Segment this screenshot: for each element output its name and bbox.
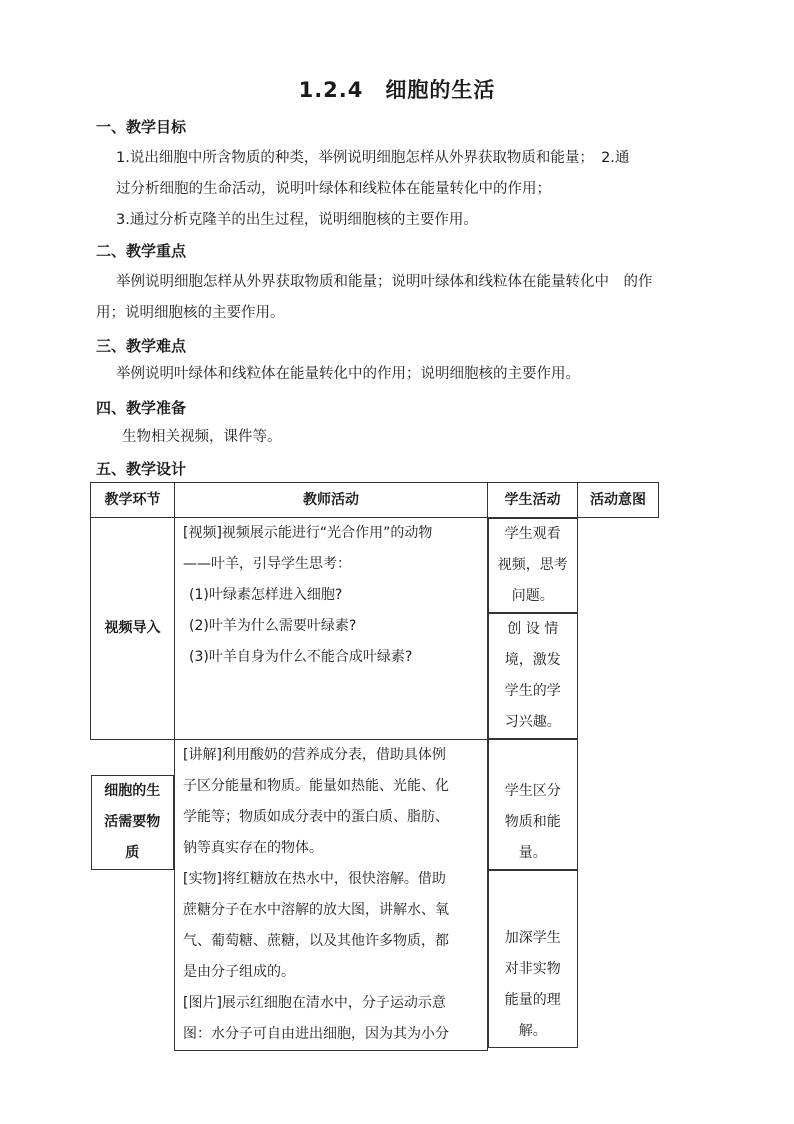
teacher-line: 子区分能量和物质。能量如热能、光能、化 (183, 777, 449, 794)
heading-preparation: 四、教学准备 (96, 399, 187, 417)
teacher-line: 钠等真实存在的物体。 (183, 839, 323, 856)
goals-line-3: 3.通过分析克隆羊的出生过程，说明细胞核的主要作用。 (116, 212, 478, 228)
student-activity-cell: 学生观看 视频，思考 问题。 (488, 518, 578, 613)
teacher-line: 图：水分子可自由进出细胞，因为其为小分 (183, 1025, 449, 1042)
phase-cell: 细胞的生 活需要物 质 (91, 775, 175, 870)
difficulties-line-1: 举例说明叶绿体和线粒体在能量转化中的作用；说明细胞核的主要作用。 (116, 366, 580, 382)
teacher-line: 学能等；物质如成分表中的蛋白质、脂肪、 (183, 808, 449, 825)
teacher-line: (2)叶羊为什么需要叶绿素? (189, 618, 357, 634)
table-row (91, 739, 659, 1050)
heading-design: 五、教学设计 (96, 460, 187, 478)
header-activity-intent: 活动意图 (578, 483, 659, 518)
header-phase: 教学环节 (91, 483, 175, 518)
teacher-line: [实物]将红糖放在热水中，很快溶解。借助 (183, 870, 446, 887)
table-header-row (91, 483, 659, 518)
teacher-line: [图片]展示红细胞在清水中，分子运动示意 (183, 994, 446, 1011)
header-student-activity: 学生活动 (488, 483, 578, 518)
teacher-line: 蔗糖分子在水中溶解的放大图，讲解水、氧 (183, 901, 449, 918)
phase-cell: 视频导入 (91, 518, 175, 740)
teacher-activity-cell (175, 518, 488, 740)
teacher-line: [讲解]利用酸奶的营养成分表，借助具体例 (183, 746, 446, 763)
table-row (91, 518, 659, 740)
activity-intent-cell: 创 设 情 境，激发 学生的学 习兴趣。 (488, 613, 578, 739)
preparation-line-1: 生物相关视频，课件等。 (122, 429, 282, 445)
teacher-line: 气、葡萄糖、蔗糖，以及其他许多物质，都 (183, 932, 449, 949)
heading-key-points: 二、教学重点 (96, 242, 187, 260)
key-points-line-2: 用；说明细胞核的主要作用。 (96, 305, 285, 321)
heading-difficulties: 三、教学难点 (96, 337, 187, 355)
header-teacher-activity: 教师活动 (175, 483, 488, 518)
goals-line-2: 过分析细胞的生命活动，说明叶绿体和线粒体在能量转化中的作用； (116, 181, 551, 197)
student-activity-cell: 学生区分 物质和能 量。 (488, 739, 578, 870)
teaching-design-table (90, 482, 659, 1051)
teacher-line: 是由分子组成的。 (183, 963, 295, 980)
teacher-line: [视频]视频展示能进行“光合作用”的动物 (183, 525, 433, 541)
teacher-line: ——叶羊，引导学生思考： (183, 556, 351, 572)
teacher-line: (1)叶绿素怎样进入细胞? (189, 587, 343, 603)
teacher-line: (3)叶羊自身为什么不能合成叶绿素? (189, 649, 413, 665)
key-points-line-1: 举例说明细胞怎样从外界获取物质和能量；说明叶绿体和线粒体在能量转化中 的作 (116, 274, 653, 290)
page-title: 1.2.4 细胞的生活 (298, 78, 496, 102)
teacher-activity-cell (175, 739, 488, 1050)
goals-line-1: 1.说出细胞中所含物质的种类，举例说明细胞怎样从外界获取物质和能量； 2.通 (116, 150, 630, 166)
heading-goals: 一、教学目标 (96, 118, 187, 136)
activity-intent-cell: 加深学生 对非实物 能量的理 解。 (488, 870, 578, 1048)
